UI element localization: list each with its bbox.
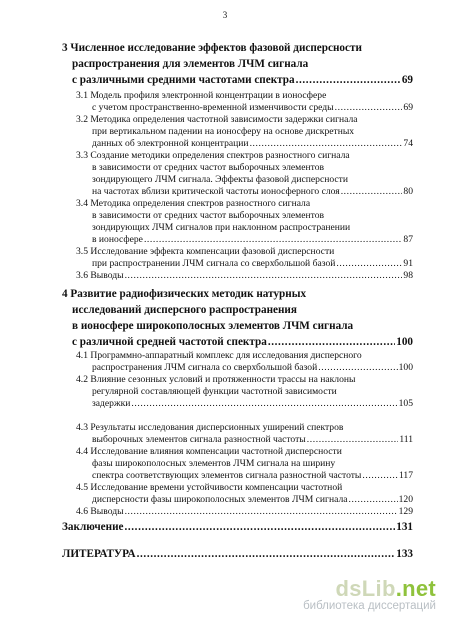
toc-dot-leader (341, 187, 403, 197)
toc-dot-leader (144, 235, 402, 245)
toc-dot-leader (296, 75, 401, 86)
toc-dot-leader (124, 522, 395, 533)
toc-entry-text: данных об электронной концентрации (92, 138, 249, 149)
toc-dot-leader (307, 435, 399, 445)
toc-entry-text: зондирующих ЛЧМ сигналов при наклонном распространении (92, 222, 351, 233)
toc-entry-text: при распространении ЛЧМ сигнала со сверхбольшой базой (92, 258, 336, 269)
toc-entry-text: спектра соответствующих элементов сигнала разностной частоты (92, 470, 362, 481)
toc-dot-leader (349, 495, 398, 505)
toc-dot-leader (335, 103, 403, 113)
toc-page-number: 131 (396, 521, 413, 533)
toc-entry-text: 4.3 Результаты исследования дисперсионных уширений спектров (76, 422, 344, 433)
toc-page-number: 105 (398, 398, 413, 409)
toc-entry-text: 3.2 Методика определения частотной зависимости задержки сигнала (76, 114, 358, 125)
toc-page-number: 117 (398, 470, 413, 481)
toc-page-number: 87 (403, 234, 413, 245)
toc-dot-leader (362, 471, 398, 481)
toc-page-number: 100 (398, 362, 413, 373)
toc-page-number: 91 (403, 258, 413, 269)
logo-tagline: библиотека диссертаций (303, 600, 436, 612)
toc-entry-text: дисперсности фазы широкополосных элементов ЛЧМ сигнала (92, 494, 348, 505)
toc-entry-text: с различными средними частотами спектра (72, 74, 295, 86)
toc-dot-leader (131, 399, 397, 409)
toc-entry-text: в ионосфере широкополосных элементов ЛЧМ сигнала (72, 320, 354, 332)
toc-entry-text: в зависимости от средних частот выборочных элементов (92, 210, 325, 221)
toc-entry-text: 4 Развитие радиофизических методик натурных (62, 288, 307, 300)
toc-entry-text: 4.1 Программно-аппаратный комплекс для исследования дисперсного (76, 350, 362, 361)
toc-page-number: 98 (403, 270, 413, 281)
toc-page-number: 100 (396, 336, 413, 348)
toc-entry-text: в зависимости от средних частот выборочных элементов (92, 162, 325, 173)
toc-entry-text: распространения для элементов ЛЧМ сигнала (72, 58, 309, 70)
toc-entry-text: на частотах вблизи критической частоты ионосферного слоя (92, 186, 340, 197)
toc-dot-leader (125, 507, 398, 517)
toc-entry-text: 4.6 Выводы (76, 506, 124, 517)
toc-page-number: 74 (403, 138, 413, 149)
toc-entry-text: с учетом пространственно-временной изменчивости среды (92, 102, 334, 113)
logo-name-part2: .net (395, 576, 436, 601)
toc-entry-text: 3.3 Создание методики определения спектров разностного сигнала (76, 150, 350, 161)
toc-entry-text: исследований дисперсного распространения (72, 304, 297, 316)
logo-name (303, 576, 436, 602)
toc-entry-text: регулярной составляющей функции частотной зависимости (92, 386, 337, 397)
toc-entry-text: при вертикальном падении на ионосферу на основе дискретных (92, 126, 355, 137)
toc-entry-text: зондирующего ЛЧМ сигнала. Эффекты фазовой дисперсности (92, 174, 348, 185)
toc-entry-text: 4.2 Влияние сезонных условий и протяженности трассы на наклоны (76, 374, 356, 385)
logo-name-part1: dsLib (335, 576, 396, 601)
toc-dot-leader (336, 259, 402, 269)
toc-dot-leader (318, 363, 397, 373)
toc-entry-text: в ионосфере (92, 234, 143, 245)
toc-entry-text: 3.1 Модель профиля электронной концентрации в ионосфере (76, 90, 327, 101)
toc-entry-text: фазы широкополосных элементов ЛЧМ сигнала на ширину (92, 458, 336, 469)
toc-entry-text: 4.4 Исследование влияния компенсации частотной дисперсности (76, 446, 342, 457)
toc-entry-text: Заключение (62, 521, 124, 533)
page-number: 3 (222, 10, 228, 20)
toc-page-number: 129 (398, 506, 413, 517)
toc-dot-leader (137, 549, 396, 560)
toc-page-number: 69 (403, 102, 413, 113)
toc-page-number: 120 (398, 494, 413, 505)
toc-entry-text: выборочных элементов сигнала разностной частоты (92, 434, 306, 445)
toc-entry-text: ЛИТЕРАТУРА (62, 548, 136, 560)
toc-page-number: 80 (403, 186, 413, 197)
toc-page-number: 69 (401, 74, 413, 86)
toc-entry-text: с различной средней частотой спектра (72, 336, 267, 348)
toc-dot-leader (250, 139, 403, 149)
toc-page-number: 111 (399, 434, 413, 445)
toc-entry-text: 3.5 Исследование эффекта компенсации фазовой дисперсности (76, 246, 335, 257)
toc-dot-leader (268, 337, 395, 348)
watermark-logo (303, 576, 436, 612)
toc-dot-leader (125, 271, 403, 281)
toc-entry-text: 3.6 Выводы (76, 270, 124, 281)
toc-entry-text: 3.4 Методика определения спектров разностного сигнала (76, 198, 311, 209)
toc-entry-text: задержки (92, 398, 131, 409)
toc-page-number: 133 (396, 548, 413, 560)
toc-entry-text: 4.5 Исследование времени устойчивости компенсации частотной (76, 482, 343, 493)
toc-entry-text: распространения ЛЧМ сигнала со сверхбольшой базой (92, 362, 318, 373)
toc-entry-text: 3 Численное исследование эффектов фазовой дисперсности (62, 42, 362, 54)
